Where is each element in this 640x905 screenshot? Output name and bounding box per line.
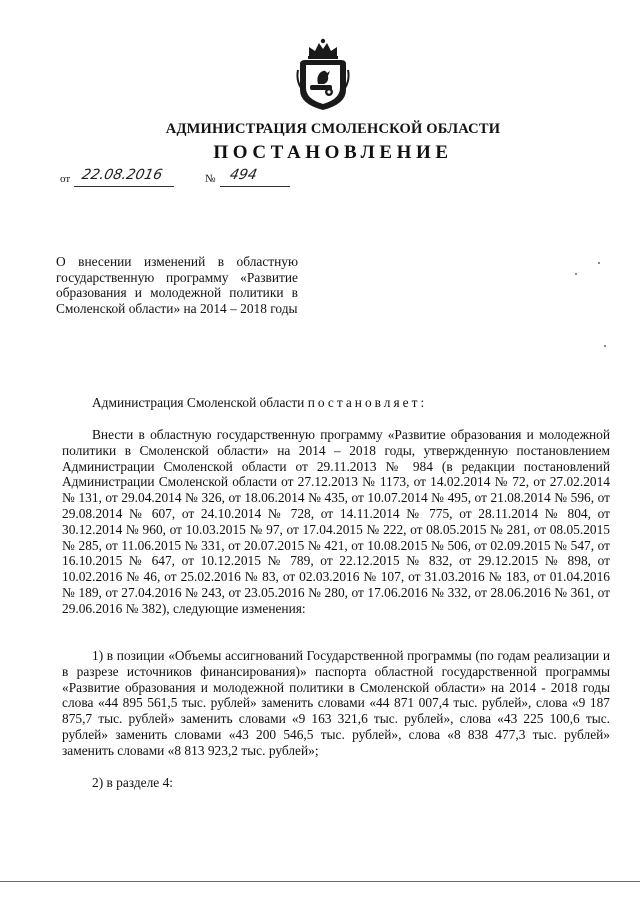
doc-date-value: 22.08.2016 [80,167,164,183]
org-name: АДМИНИСТРАЦИЯ СМОЛЕНСКОЙ ОБЛАСТИ [165,121,501,137]
scan-speck [604,345,606,347]
paragraph-item-2: 2) в разделе 4: [92,775,174,790]
smolensk-coat-of-arms-icon [296,38,350,112]
paragraph-main: Внести в областную государственную программу «Развитие образования и молодежной политики в Смоленской области» на 2014 – 2018 годы, утвержденную постановлением Администрации Смоленской области от 29.11.2013 № 984 (в редакции постановлений Администрации Смоленской области от 27.12.2013 № 1173, от 14.02.2014 № 72, от 27.02.2014 № 131, от 29.04.2014 № 326, от 18.06.2014 № 435, от 10.07.2014 № 495, от 21.08.2014 № 596, от 29.08.2014 № 607, от 24.10.2014 № 728, от 14.11.2014 № 775, от 28.11.2014 № 804, от 30.12.2014 № 960, от 10.03.2015 № 97, от 17.04.2015 № 222, от 08.05.2015 № 281, от 08.05.2015 № 285, от 11.06.2015 № 331, от 20.07.2015 № 421, от 10.08.2015 № 506, от 02.09.2015 № 547, от 16.10.2015 № 647, от 10.12.2015 № 789, от 22.12.2015 № 832, от 29.12.2015 № 898, от 10.02.2016 № 46, от 25.02.2016 № 83, от 02.03.2016 № 107, от 31.03.2016 № 183, от 01.04.2016 № 189, от 27.04.2016 № 243, от 23.05.2016 № 280, от 17.06.2016 № 332, от 28.06.2016 № 361, от 29.06.2016 № 382), следующие изменения: [62,427,610,616]
doc-number-value: 494 [228,167,259,183]
number-prefix-label: № [205,173,216,185]
doc-date-number-line [60,167,300,189]
scan-bottom-edge [0,881,640,882]
date-prefix-label: от [60,173,71,185]
document-subject: О внесении изменений в областную государственную программу «Развитие образования и молодежной политики в Смоленской области» на 2014 – 2018 годы [56,254,298,316]
scan-speck [575,273,577,275]
intro-paragraph [62,395,610,411]
scan-speck [598,262,600,264]
paragraph-item-1: 1) в позиции «Объемы ассигнований Государственной программы (по годам реализации и в разрезе источников финансирования)» паспорта областной государственной программы «Развитие образования и молодежной политики в Смоленской области» на 2014 - 2018 годы слова «44 895 561,5 тыс. рублей» заменить словами «44 871 007,4 тыс. рублей», слова «9 187 875,7 тыс. рублей» заменить словами «9 163 321,6 тыс. рублей», слова «43 225 100,6 тыс. рублей» заменить словами «43 200 546,5 тыс. рублей», слова «8 838 477,3 тыс. рублей» заменить словами «8 813 923,2 тыс. рублей»; [62,648,610,758]
intro-verb: постановляет: [307,395,428,410]
document-type-title: ПОСТАНОВЛЕНИЕ [213,142,453,163]
intro-text: Администрация Смоленской области [92,395,308,410]
